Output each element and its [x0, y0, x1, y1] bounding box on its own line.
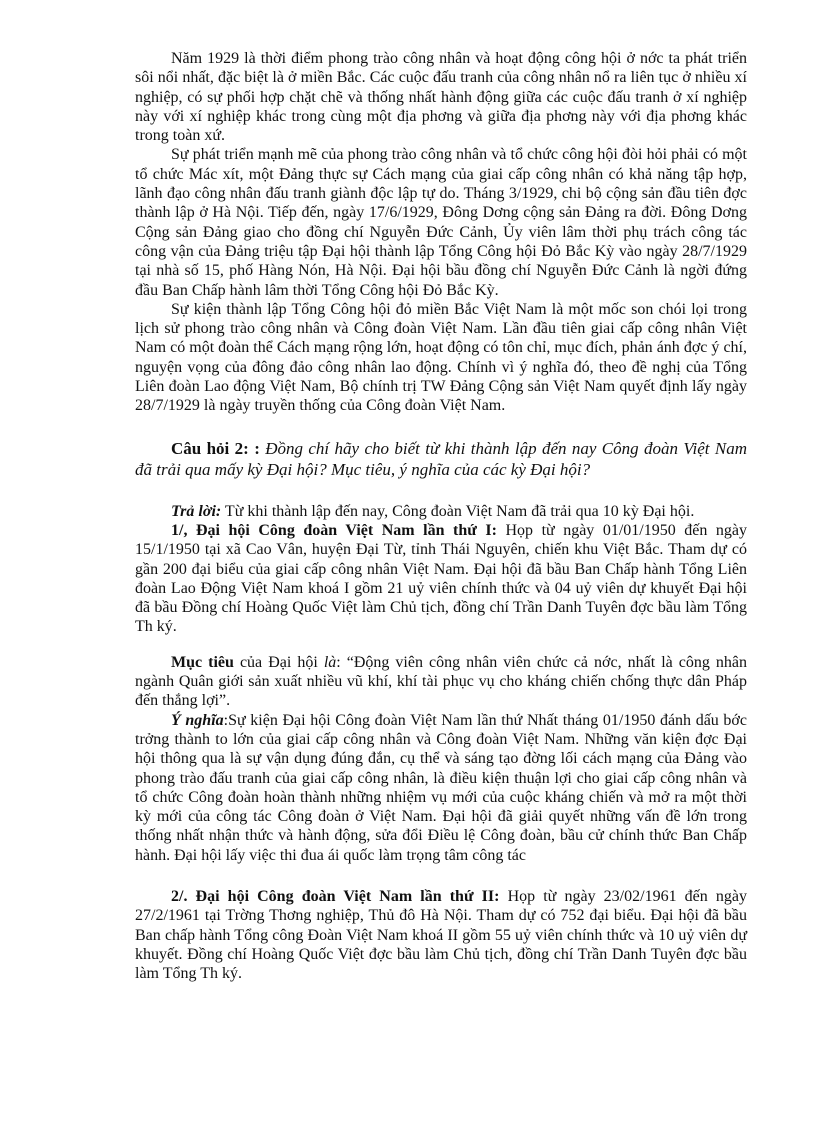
goal-mid: của Đại hội	[233, 653, 324, 671]
congress-1-heading: 1/, Đại hội Công đoàn Việt Nam lần thứ I:	[171, 521, 497, 539]
answer-label: Trả lời:	[171, 502, 222, 520]
meaning-label: Ý nghĩa	[171, 711, 224, 729]
congress-1-meaning	[135, 711, 747, 865]
congress-2-paragraph	[135, 887, 747, 983]
congress-1-goal	[135, 653, 747, 711]
meaning-text: :Sự kiện Đại hội Công đoàn Việt Nam lần thứ Nhất tháng 01/1950 đánh dấu bớc trởng thành to lớn của giai cấp công nhân và Công đoàn Việt Nam. Những văn kiện đợc Đại hội thông qua là sự vận dụng đúng đắn, cụ thể và sáng tạo đờng lối cách mạng của Đảng vào phong trào đấu tranh của giai cấp công nhân, là điều kiện thuận lợi cho giai cấp công nhân và tổ chức Công đoàn hoàn thành những nhiệm vụ mới của cuộc kháng chiến và mở ra một thời kỳ mới của công tác Công đoàn ở Việt Nam. Đại hội đã giải quyết những vấn đề lớn trong thống nhất nhận thức và hành động, sửa đổi Điều lệ Công đoàn, bầu cử chính thức Ban Chấp hành. Đại hội lấy việc thi đua ái quốc làm trọng tâm công tác	[135, 711, 747, 864]
congress-2-body: Họp từ ngày 23/02/1961 đến ngày 27/2/1961 tại Trờng Thơng nghiệp, Thủ đô Hà Nội. Tham dự có 752 đại biểu. Đại hội đã bầu Ban chấp hành Tổng công Đoàn Việt Nam khoá II gồm 55 uỷ viên chính thức và 10 uỷ viên dự khuyết. Đồng chí Hoàng Quốc Việt đợc bầu làm Chủ tịch, đồng chí Trần Danh Tuyên đợc bầu làm Tổng Th ký.	[135, 887, 748, 983]
question-label: Câu hỏi 2: :	[171, 438, 260, 458]
congress-1-body: Họp từ ngày 01/01/1950 đến ngày 15/1/1950 tại xã Cao Vân, huyện Đại Từ, tỉnh Thái Nguyên, chiến khu Việt Bắc. Tham dự có gần 200 đại biểu của giai cấp công nhân Việt Nam. Đại hội đã bầu Ban Chấp hành Tổng Liên đoàn Lao Động Việt Nam khoá I gồm 21 uỷ viên chính thức và 04 uỷ viên dự khuyết Đại hội đã bầu Đồng chí Hoàng Quốc Việt làm Chủ tịch, đồng chí Trần Danh Tuyên đợc bầu làm Tổng Th ký.	[135, 521, 747, 636]
goal-la: là	[323, 653, 337, 671]
intro-paragraph-1: Năm 1929 là thời điểm phong trào công nhân và hoạt động công hội ở nớc ta phát triển sôi nổi nhất, đặc biệt là ở miền Bắc. Các cuộc đấu tranh của công nhân nổ ra liên tục ở nhiều xí nghiệp, có sự phối hợp chặt chẽ và thống nhất hành động giữa các cuộc đấu tranh ở xí nghiệp này với xí nghiệp khác trong cùng một địa phơng và giữa địa phơng này với địa phơng khác trong toàn xứ.	[135, 50, 747, 145]
answer-text: Từ khi thành lập đến nay, Công đoàn Việt Nam đã trải qua 10 kỳ Đại hội.	[221, 502, 695, 520]
document-body	[135, 49, 747, 983]
goal-label: Mục tiêu	[171, 653, 234, 671]
congress-2-heading: 2/. Đại hội Công đoàn Việt Nam lần thứ II:	[171, 887, 500, 905]
intro-paragraph-3: Sự kiện thành lập Tổng Công hội đỏ miền Bắc Việt Nam là một mốc son chói lọi trong lịch sử phong trào công nhân và Công đoàn Việt Nam. Lần đầu tiên giai cấp công nhân Việt Nam có một đoàn thể Cách mạng rộng lớn, hoạt động có tôn chỉ, mục đích, phản ánh đợc ý chí, nguyện vọng của đông đảo công nhân lao động. Chính vì ý nghĩa đó, theo đề nghị của Tổng Liên đoàn Lao động Việt Nam, Bộ chính trị TW Đảng Cộng sản Việt Nam quyết định lấy ngày 28/7/1929 là ngày truyền thống của Công đoàn Việt Nam.	[135, 300, 747, 415]
question-2	[135, 438, 747, 480]
answer-paragraph	[135, 502, 747, 521]
congress-1-paragraph	[135, 521, 747, 637]
intro-paragraph-2: Sự phát triển mạnh mẽ của phong trào công nhân và tổ chức công hội đòi hỏi phải có một tổ chức Mác xít, một Đảng thực sự Cách mạng của giai cấp công nhân có khả năng tập hợp, lãnh đạo công nhân đấu tranh giành độc lập tự do. Tháng 3/1929, chi bộ cộng sản đầu tiên đợc thành lập ở Hà Nội. Tiếp đến, ngày 17/6/1929, Đông Dơng cộng sản Đảng ra đời. Đông Dơng Cộng sản Đảng giao cho đồng chí Nguyễn Đức Cảnh, Ủy viên lâm thời phụ trách công tác công vận của Đảng triệu tập Đại hội thành lập Tổng Công hội Đỏ Bắc Kỳ vào ngày 28/7/1929 tại nhà số 15, phố Hàng Nón, Hà Nội. Đại hội bầu đồng chí Nguyễn Đức Cảnh là ngời đứng đầu Ban Chấp hành lâm thời Tổng Công hội Đỏ Bắc Kỳ.	[135, 146, 747, 299]
goal-text: : “Động viên công nhân viên chức cả nớc, nhất là công nhân ngành Quân giới sản xuất nhiều vũ khí, khí tài phục vụ cho kháng chiến chống thực dân Pháp đến thắng lợi”.	[135, 653, 748, 710]
question-text: Đồng chí hãy cho biết từ khi thành lập đến nay Công đoàn Việt Nam đã trải qua mấy kỳ Đại hội? Mục tiêu, ý nghĩa của các kỳ Đại hội?	[135, 438, 747, 479]
